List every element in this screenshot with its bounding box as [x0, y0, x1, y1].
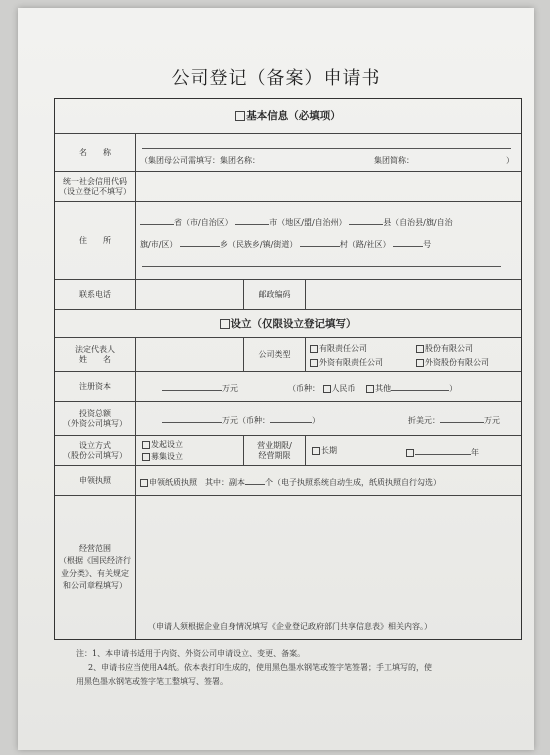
credit-code-field[interactable] [135, 172, 521, 201]
scope-field[interactable] [135, 496, 521, 639]
name-label: 名 称 [79, 147, 111, 157]
page-title: 公司登记（备案）申请书 [171, 68, 381, 89]
method-label: 设立方式 （股份公司填写） [63, 440, 127, 460]
scope-row [55, 495, 521, 639]
checkbox-icon [235, 111, 245, 121]
term-label: 营业期限/ 经营期限 [243, 436, 305, 465]
address-label: 住 所 [79, 235, 111, 245]
name-field[interactable] [135, 134, 521, 171]
section-title: 设立（仅限设立登记填写） [230, 318, 357, 330]
legal-rep-row [55, 337, 521, 371]
investment-row [55, 401, 521, 435]
section-title: 基本信息（必填项） [246, 110, 341, 122]
option-foreign-llc[interactable]: 外资有限责任公司 [310, 358, 383, 368]
company-type-options [305, 338, 521, 371]
checkbox-icon [220, 319, 230, 329]
checkbox-icon[interactable] [140, 479, 148, 487]
method-options [135, 436, 243, 465]
section-basic-info-header [55, 99, 521, 133]
address-field[interactable]: 省（市/自治区） 市（地区/盟/自治州） 县（自治县/旗/自治 旗/市/区） 乡（民族乡/镇/街道） 村（路/社区） 号 [135, 202, 521, 279]
note-2-cont: 用黑色墨水钢笔或签字笔工整填写、签署。 [76, 677, 228, 686]
postcode-label: 邮政编码 [243, 280, 305, 309]
group-short-name-note: 集团简称： [374, 156, 414, 165]
credit-code-row [55, 171, 521, 201]
term-options [305, 436, 521, 465]
scope-note: （申请人须根据企业自身情况填写《企业登记政府部门共享信息表》相关内容。） [148, 622, 432, 631]
option-llc[interactable]: 有限责任公司 [310, 344, 367, 354]
application-form [54, 98, 522, 640]
license-row [55, 465, 521, 495]
license-field[interactable]: 申领纸质执照 其中：副本 个（电子执照系统自动生成，纸质执照自行勾选） [135, 466, 521, 495]
legal-rep-field[interactable] [135, 338, 243, 371]
form-paper [18, 8, 534, 750]
option-long-term[interactable]: 长期 [312, 446, 337, 456]
capital-row [55, 371, 521, 401]
investment-field[interactable]: 万元（币种： ） 折美元： 万元 [135, 402, 521, 435]
address-row [55, 201, 521, 279]
option-promotion[interactable]: 发起设立 [142, 440, 183, 450]
phone-row [55, 279, 521, 309]
capital-field[interactable]: 万元 （币种： 人民币 其他 ） [135, 372, 521, 401]
note-1: 注：1、本申请书适用于内资、外资公司申请设立、变更、备案。 [76, 649, 306, 658]
method-row [55, 435, 521, 465]
section-establish-header [55, 309, 521, 337]
investment-label: 投资总额 （外资公司填写） [63, 408, 127, 428]
option-offering[interactable]: 募集设立 [142, 452, 183, 462]
note-close: ） [506, 156, 514, 165]
option-foreign-joint-stock[interactable]: 外资股份有限公司 [416, 358, 489, 368]
capital-label: 注册资本 [79, 381, 111, 391]
company-type-label: 公司类型 [243, 338, 305, 371]
checkbox-icon[interactable] [323, 385, 331, 393]
license-label: 申领执照 [79, 475, 111, 485]
phone-label: 联系电话 [79, 289, 111, 299]
option-joint-stock[interactable]: 股份有限公司 [416, 344, 473, 354]
group-name-note: （集团母公司需填写：集团名称： [140, 156, 260, 165]
checkbox-icon[interactable] [366, 385, 374, 393]
note-2: 2、申请书应当使用A4纸。依本表打印生成的，使用黑色墨水钢笔或签字笔签署；手工填写的，使 [88, 663, 432, 672]
name-row [55, 133, 521, 171]
option-years[interactable]: 年 [406, 446, 479, 458]
footnotes [76, 647, 516, 689]
postcode-field[interactable] [305, 280, 521, 309]
scope-label: 经营范围 （根据《国民经济行 业分类》、有关规定 和公司章程填写） [59, 543, 131, 590]
credit-code-label: 统一社会信用代码 （设立登记不填写） [59, 176, 131, 196]
phone-field[interactable] [135, 280, 243, 309]
legal-rep-label: 法定代表人 姓 名 [75, 344, 115, 364]
